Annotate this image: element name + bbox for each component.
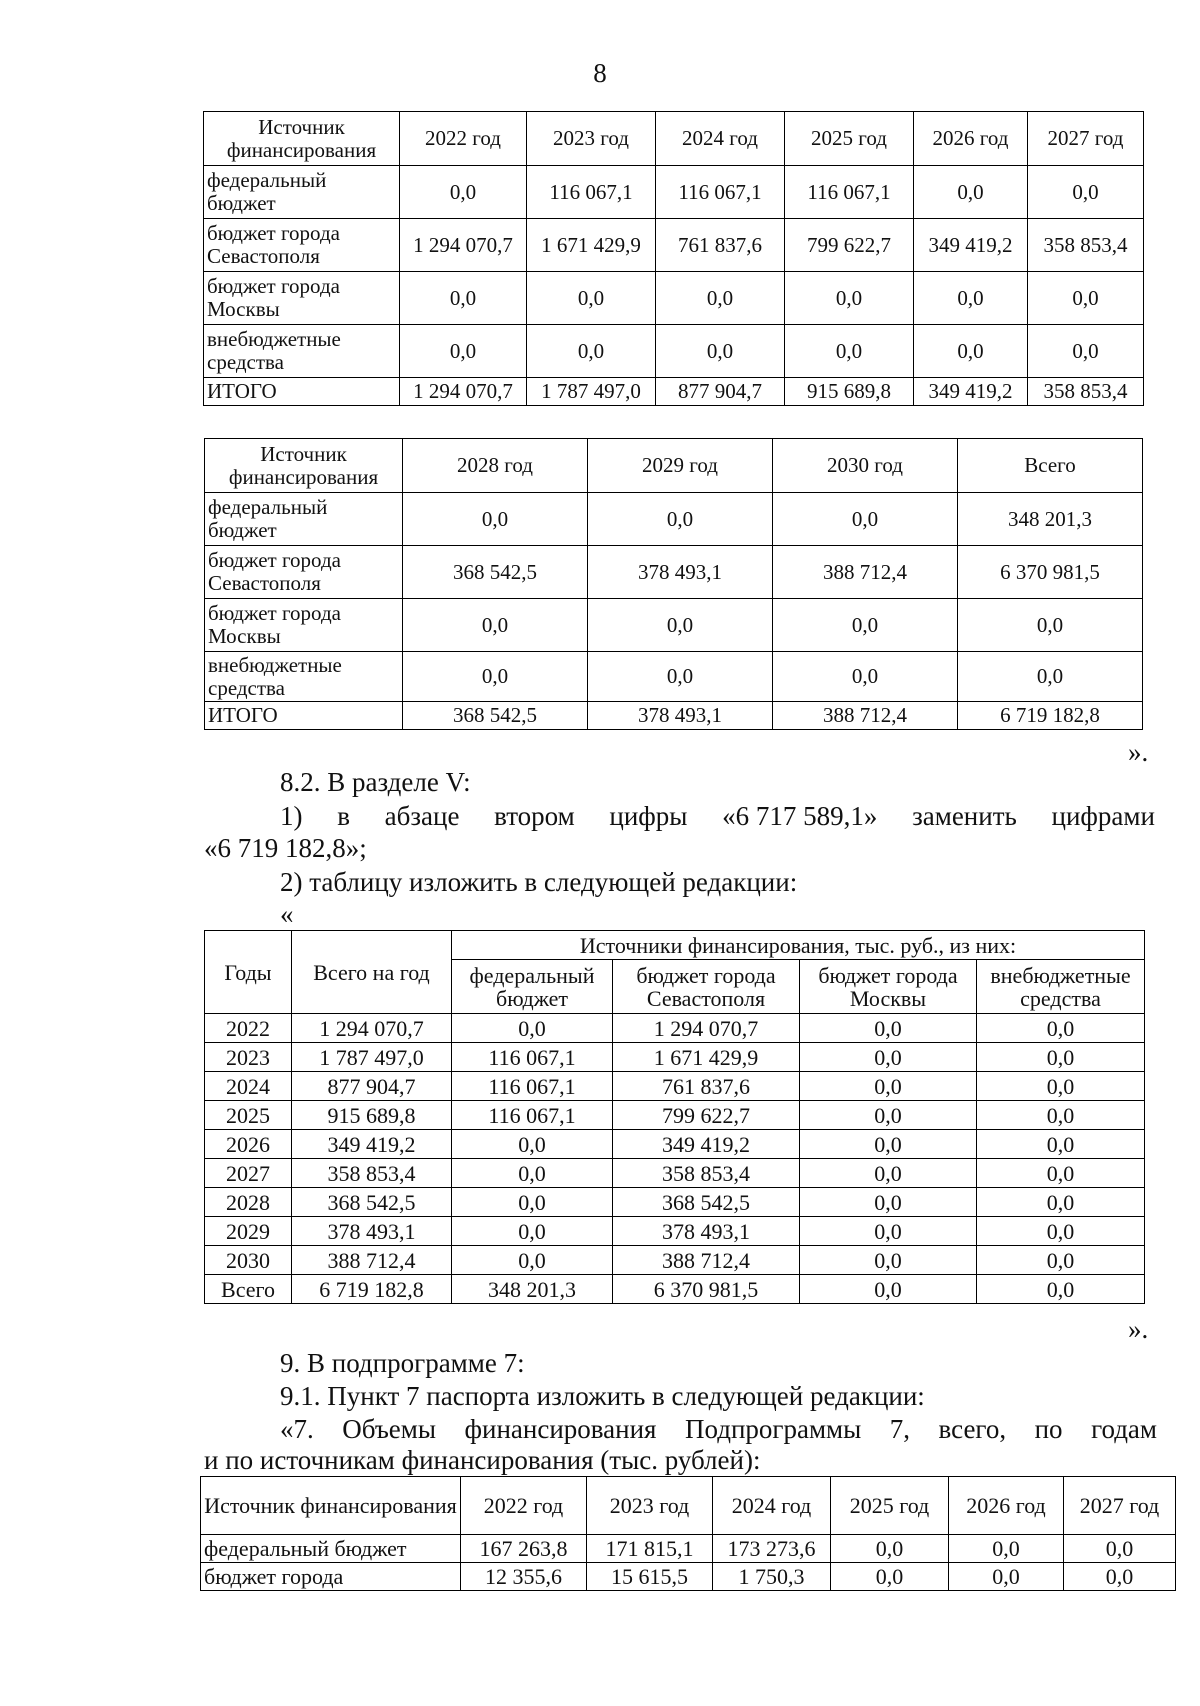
header-cell: федеральный бюджет bbox=[452, 960, 613, 1014]
cell: 0,0 bbox=[1028, 272, 1144, 325]
cell: 2024 bbox=[205, 1072, 292, 1101]
cell: 915 689,8 bbox=[292, 1101, 452, 1130]
cell: 0,0 bbox=[977, 1159, 1145, 1188]
cell: 0,0 bbox=[977, 1043, 1145, 1072]
header-cell: внебюджетные средства bbox=[977, 960, 1145, 1014]
cell: 368 542,5 bbox=[403, 546, 588, 599]
header-cell: 2023 год bbox=[587, 1477, 713, 1535]
cell: 1 294 070,7 bbox=[613, 1014, 800, 1043]
cell: 0,0 bbox=[452, 1217, 613, 1246]
cell: 0,0 bbox=[800, 1275, 977, 1304]
cell: 0,0 bbox=[1028, 325, 1144, 378]
header-cell: бюджет города Москвы bbox=[800, 960, 977, 1014]
cell: 0,0 bbox=[958, 652, 1143, 702]
header-cell: 2024 год bbox=[656, 112, 785, 166]
cell: 378 493,1 bbox=[613, 1217, 800, 1246]
cell: 0,0 bbox=[403, 652, 588, 702]
table-header-row bbox=[205, 931, 1145, 960]
cell: 0,0 bbox=[656, 272, 785, 325]
cell: 0,0 bbox=[452, 1014, 613, 1043]
table-row bbox=[201, 1563, 1176, 1591]
table-row bbox=[204, 219, 1144, 272]
cell: 378 493,1 bbox=[588, 702, 773, 730]
cell: 2023 bbox=[205, 1043, 292, 1072]
table-row bbox=[205, 1130, 1145, 1159]
closing-quote: ». bbox=[1128, 737, 1149, 767]
cell: 116 067,1 bbox=[452, 1043, 613, 1072]
section-9-1-text-line-1: «7. Объемы финансирования Подпрограммы 7, всего, по годам bbox=[280, 1414, 1157, 1444]
page-number: 8 bbox=[593, 58, 607, 88]
cell: 0,0 bbox=[831, 1563, 949, 1591]
table-row bbox=[205, 1217, 1145, 1246]
cell: 6 719 182,8 bbox=[292, 1275, 452, 1304]
row-label: бюджет города Севастополя bbox=[204, 219, 400, 272]
cell: 2029 bbox=[205, 1217, 292, 1246]
item-1-line-1 bbox=[280, 800, 1155, 832]
cell: 388 712,4 bbox=[773, 702, 958, 730]
word: заменить bbox=[912, 801, 1017, 831]
opening-quote: « bbox=[280, 899, 294, 929]
cell: 0,0 bbox=[800, 1159, 977, 1188]
header-cell: 2026 год bbox=[914, 112, 1028, 166]
cell: 0,0 bbox=[977, 1246, 1145, 1275]
cell: 0,0 bbox=[800, 1101, 977, 1130]
cell: 0,0 bbox=[588, 652, 773, 702]
table-row bbox=[205, 546, 1143, 599]
row-label: федеральный бюджет bbox=[205, 493, 403, 546]
row-label: федеральный бюджет bbox=[204, 166, 400, 219]
cell: 368 542,5 bbox=[292, 1188, 452, 1217]
cell: 0,0 bbox=[452, 1130, 613, 1159]
section-9-1-text-line-2: и по источникам финансирования (тыс. рублей): bbox=[204, 1445, 761, 1475]
header-cell: 2025 год bbox=[785, 112, 914, 166]
cell: 0,0 bbox=[800, 1014, 977, 1043]
table-row bbox=[204, 166, 1144, 219]
cell: 116 067,1 bbox=[785, 166, 914, 219]
item-1-line-2: «6 719 182,8»; bbox=[204, 833, 367, 863]
cell: 1 671 429,9 bbox=[613, 1043, 800, 1072]
table-row bbox=[204, 272, 1144, 325]
row-label: бюджет города Москвы bbox=[205, 599, 403, 652]
cell: 0,0 bbox=[452, 1246, 613, 1275]
cell: 349 419,2 bbox=[292, 1130, 452, 1159]
cell: 0,0 bbox=[831, 1535, 949, 1563]
cell: 116 067,1 bbox=[452, 1101, 613, 1130]
cell: 0,0 bbox=[958, 599, 1143, 652]
table-row bbox=[205, 1014, 1145, 1043]
header-cell: 2025 год bbox=[831, 1477, 949, 1535]
cell: 0,0 bbox=[400, 166, 527, 219]
cell: 0,0 bbox=[977, 1275, 1145, 1304]
cell: 0,0 bbox=[914, 272, 1028, 325]
cell: 388 712,4 bbox=[613, 1246, 800, 1275]
cell: 388 712,4 bbox=[773, 546, 958, 599]
cell: 0,0 bbox=[773, 599, 958, 652]
cell: 349 419,2 bbox=[914, 219, 1028, 272]
row-label: ИТОГО bbox=[205, 702, 403, 730]
cell: 388 712,4 bbox=[292, 1246, 452, 1275]
cell: 0,0 bbox=[914, 166, 1028, 219]
table-header-row bbox=[204, 112, 1144, 166]
cell: 15 615,5 bbox=[587, 1563, 713, 1591]
cell: 0,0 bbox=[800, 1188, 977, 1217]
cell: 348 201,3 bbox=[958, 493, 1143, 546]
cell: 1 787 497,0 bbox=[527, 378, 656, 406]
header-cell: 2024 год bbox=[713, 1477, 831, 1535]
cell: 12 355,6 bbox=[461, 1563, 587, 1591]
cell: 0,0 bbox=[785, 325, 914, 378]
cell: 171 815,1 bbox=[587, 1535, 713, 1563]
word: цифры bbox=[609, 801, 688, 831]
cell: 0,0 bbox=[800, 1043, 977, 1072]
cell: 0,0 bbox=[452, 1159, 613, 1188]
cell: 2027 bbox=[205, 1159, 292, 1188]
cell: Всего bbox=[205, 1275, 292, 1304]
cell: 0,0 bbox=[527, 325, 656, 378]
funding-table-2022-2027 bbox=[203, 111, 1144, 406]
header-cell: 2027 год bbox=[1028, 112, 1144, 166]
cell: 167 263,8 bbox=[461, 1535, 587, 1563]
cell: 877 904,7 bbox=[292, 1072, 452, 1101]
cell: 0,0 bbox=[400, 325, 527, 378]
cell: 0,0 bbox=[949, 1563, 1064, 1591]
cell: 358 853,4 bbox=[292, 1159, 452, 1188]
cell: 0,0 bbox=[977, 1217, 1145, 1246]
row-label: бюджет города Москвы bbox=[204, 272, 400, 325]
cell: 0,0 bbox=[400, 272, 527, 325]
cell: 0,0 bbox=[977, 1188, 1145, 1217]
cell: 368 542,5 bbox=[403, 702, 588, 730]
cell: 915 689,8 bbox=[785, 378, 914, 406]
cell: 0,0 bbox=[800, 1072, 977, 1101]
cell: 0,0 bbox=[773, 652, 958, 702]
word: «6 717 589,1» bbox=[722, 801, 878, 831]
row-label: внебюджетные средства bbox=[205, 652, 403, 702]
cell: 378 493,1 bbox=[588, 546, 773, 599]
cell: 6 719 182,8 bbox=[958, 702, 1143, 730]
item-2: 2) таблицу изложить в следующей редакции: bbox=[280, 867, 798, 897]
cell: 2025 bbox=[205, 1101, 292, 1130]
header-cell: Годы bbox=[205, 931, 292, 1014]
cell: 349 419,2 bbox=[613, 1130, 800, 1159]
table-header-row bbox=[205, 439, 1143, 493]
cell: 0,0 bbox=[403, 599, 588, 652]
header-cell: Всего на год bbox=[292, 931, 452, 1014]
closing-quote: ». bbox=[1128, 1314, 1149, 1344]
cell: 173 273,6 bbox=[713, 1535, 831, 1563]
table-row bbox=[205, 1188, 1145, 1217]
header-cell: Источники финансирования, тыс. руб., из них: bbox=[452, 931, 1145, 960]
row-label: федеральный бюджет bbox=[201, 1535, 461, 1563]
cell: 378 493,1 bbox=[292, 1217, 452, 1246]
header-cell: бюджет города Севастополя bbox=[613, 960, 800, 1014]
table-row bbox=[205, 652, 1143, 702]
table-total-row bbox=[205, 1275, 1145, 1304]
table-row bbox=[205, 1043, 1145, 1072]
section-8-2-heading: 8.2. В разделе V: bbox=[280, 767, 471, 797]
header-cell: Всего bbox=[958, 439, 1143, 493]
cell: 0,0 bbox=[977, 1072, 1145, 1101]
section-9-1-heading: 9.1. Пункт 7 паспорта изложить в следующей редакции: bbox=[280, 1381, 925, 1411]
cell: 0,0 bbox=[1064, 1535, 1176, 1563]
cell: 1 671 429,9 bbox=[527, 219, 656, 272]
word: абзаце bbox=[384, 801, 460, 831]
cell: 877 904,7 bbox=[656, 378, 785, 406]
cell: 116 067,1 bbox=[452, 1072, 613, 1101]
table-row bbox=[201, 1535, 1176, 1563]
cell: 368 542,5 bbox=[613, 1188, 800, 1217]
cell: 0,0 bbox=[800, 1246, 977, 1275]
row-label: бюджет города bbox=[201, 1563, 461, 1591]
header-cell: Источник финансирования bbox=[205, 439, 403, 493]
cell: 761 837,6 bbox=[656, 219, 785, 272]
cell: 348 201,3 bbox=[452, 1275, 613, 1304]
cell: 349 419,2 bbox=[914, 378, 1028, 406]
table-row bbox=[204, 325, 1144, 378]
cell: 2026 bbox=[205, 1130, 292, 1159]
table-row bbox=[205, 1246, 1145, 1275]
row-label: ИТОГО bbox=[204, 378, 400, 406]
cell: 761 837,6 bbox=[613, 1072, 800, 1101]
cell: 0,0 bbox=[773, 493, 958, 546]
cell: 6 370 981,5 bbox=[958, 546, 1143, 599]
cell: 0,0 bbox=[588, 493, 773, 546]
word: втором bbox=[494, 801, 575, 831]
cell: 0,0 bbox=[977, 1101, 1145, 1130]
cell: 116 067,1 bbox=[656, 166, 785, 219]
cell: 2028 bbox=[205, 1188, 292, 1217]
table-row bbox=[205, 599, 1143, 652]
cell: 2022 bbox=[205, 1014, 292, 1043]
table-total-row bbox=[205, 702, 1143, 730]
cell: 1 294 070,7 bbox=[400, 378, 527, 406]
header-cell: 2023 год bbox=[527, 112, 656, 166]
funding-table-2028-2030 bbox=[204, 438, 1143, 730]
word: в bbox=[337, 801, 350, 831]
header-cell: Источник финансирования bbox=[204, 112, 400, 166]
cell: 0,0 bbox=[800, 1130, 977, 1159]
cell: 1 294 070,7 bbox=[400, 219, 527, 272]
cell: 0,0 bbox=[977, 1014, 1145, 1043]
cell: 0,0 bbox=[977, 1130, 1145, 1159]
header-cell: Источник финансирования bbox=[201, 1477, 461, 1535]
header-cell: 2022 год bbox=[461, 1477, 587, 1535]
word: 1) bbox=[280, 801, 303, 831]
table-row bbox=[205, 1159, 1145, 1188]
cell: 358 853,4 bbox=[613, 1159, 800, 1188]
table-row bbox=[205, 493, 1143, 546]
cell: 0,0 bbox=[1064, 1563, 1176, 1591]
cell: 0,0 bbox=[527, 272, 656, 325]
table-total-row bbox=[204, 378, 1144, 406]
cell: 0,0 bbox=[914, 325, 1028, 378]
row-label: бюджет города Севастополя bbox=[205, 546, 403, 599]
table-row bbox=[205, 1101, 1145, 1130]
header-cell: 2028 год bbox=[403, 439, 588, 493]
cell: 0,0 bbox=[1028, 166, 1144, 219]
cell: 0,0 bbox=[949, 1535, 1064, 1563]
section-9-heading: 9. В подпрограмме 7: bbox=[280, 1348, 525, 1378]
word: цифрами bbox=[1051, 801, 1155, 831]
cell: 2030 bbox=[205, 1246, 292, 1275]
cell: 1 294 070,7 bbox=[292, 1014, 452, 1043]
cell: 799 622,7 bbox=[785, 219, 914, 272]
cell: 0,0 bbox=[403, 493, 588, 546]
cell: 358 853,4 bbox=[1028, 378, 1144, 406]
header-cell: 2030 год bbox=[773, 439, 958, 493]
header-cell: 2022 год bbox=[400, 112, 527, 166]
cell: 0,0 bbox=[656, 325, 785, 378]
cell: 0,0 bbox=[785, 272, 914, 325]
row-label: внебюджетные средства bbox=[204, 325, 400, 378]
cell: 0,0 bbox=[452, 1188, 613, 1217]
cell: 1 787 497,0 bbox=[292, 1043, 452, 1072]
header-cell: 2029 год bbox=[588, 439, 773, 493]
cell: 1 750,3 bbox=[713, 1563, 831, 1591]
cell: 0,0 bbox=[800, 1217, 977, 1246]
cell: 116 067,1 bbox=[527, 166, 656, 219]
cell: 0,0 bbox=[588, 599, 773, 652]
funding-by-year-table bbox=[204, 930, 1145, 1304]
header-cell: 2026 год bbox=[949, 1477, 1064, 1535]
table-row bbox=[205, 1072, 1145, 1101]
header-cell: 2027 год bbox=[1064, 1477, 1176, 1535]
subprogram-7-funding-table bbox=[200, 1476, 1176, 1591]
cell: 6 370 981,5 bbox=[613, 1275, 800, 1304]
cell: 799 622,7 bbox=[613, 1101, 800, 1130]
cell: 358 853,4 bbox=[1028, 219, 1144, 272]
table-header-row bbox=[201, 1477, 1176, 1535]
